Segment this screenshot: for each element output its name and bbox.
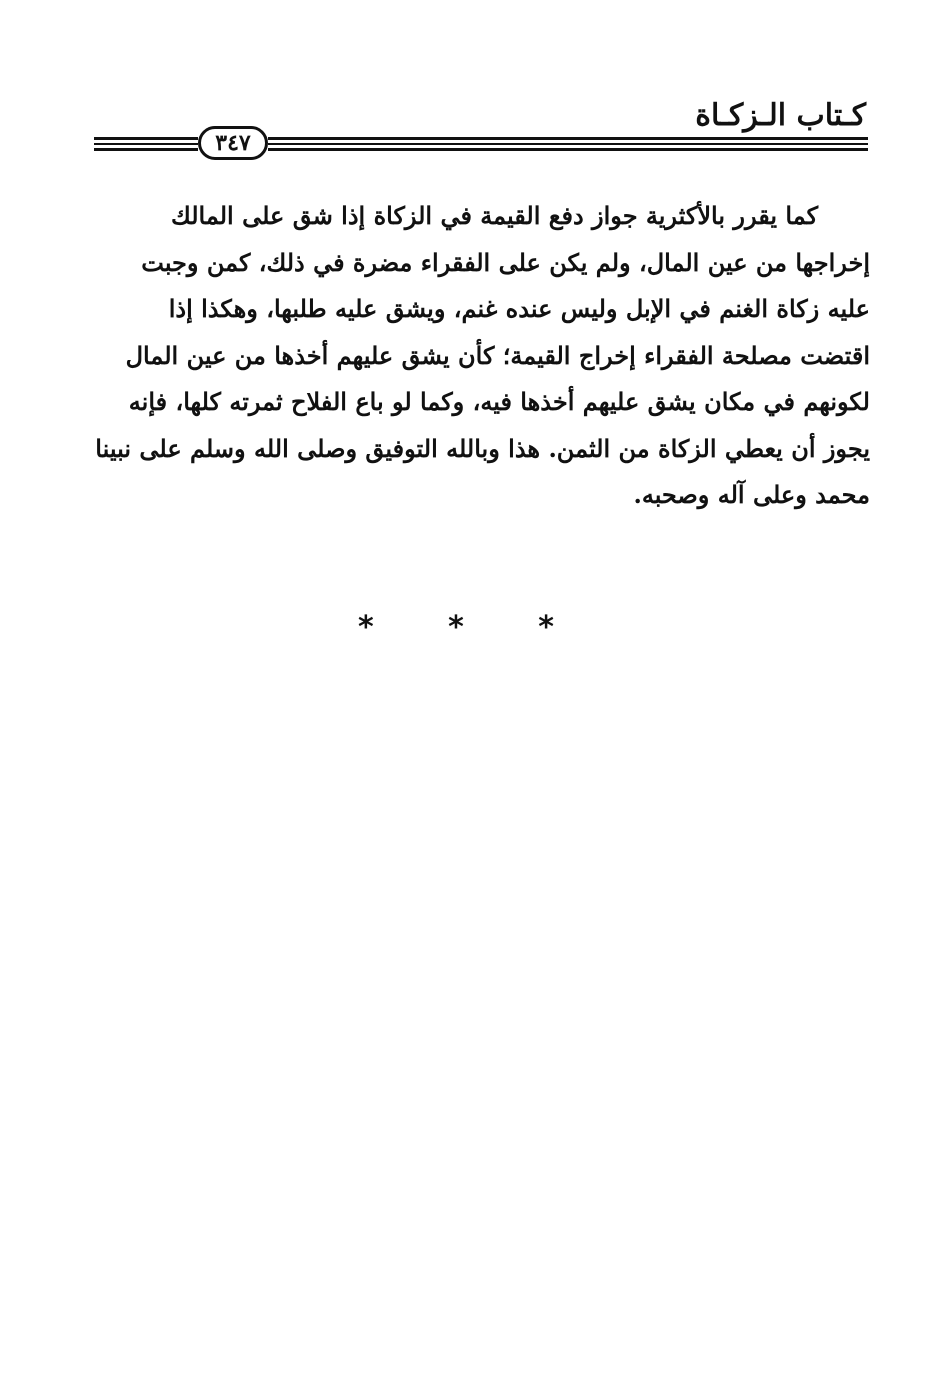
text-line: اقتضت مصلحة الفقراء إخراج القيمة؛ كأن يشق عليهم أخذها من عين المال [125,340,870,370]
running-title: كـتاب الـزكـاة [695,98,866,133]
section-separator: * * * [358,610,586,645]
text-line: يجوز أن يعطي الزكاة من الثمن. هذا وبالله التوفيق وصلى الله وسلم على نبينا [95,433,870,463]
text-line: عليه زكاة الغنم في الإبل وليس عنده غنم، ويشق عليه طلبها، وهكذا إذا [168,294,870,323]
page-number-badge: ٣٤٧ [198,126,268,160]
body-paragraph [94,193,870,519]
text-line: محمد وعلى آله وصحبه. [633,480,870,509]
text-line: لكونهم في مكان يشق عليهم أخذها فيه، وكما لو باع الفلاح ثمرته كلها، فإنه [128,387,870,416]
header-rule-right [268,137,868,151]
header-rule-left [94,137,198,151]
text-line: إخراجها من عين المال، ولم يكن على الفقراء مضرة في ذلك، كمن وجبت [141,247,870,277]
text-line: كما يقرر بالأكثرية جواز دفع القيمة في الزكاة إذا شق على المالك [171,201,818,230]
